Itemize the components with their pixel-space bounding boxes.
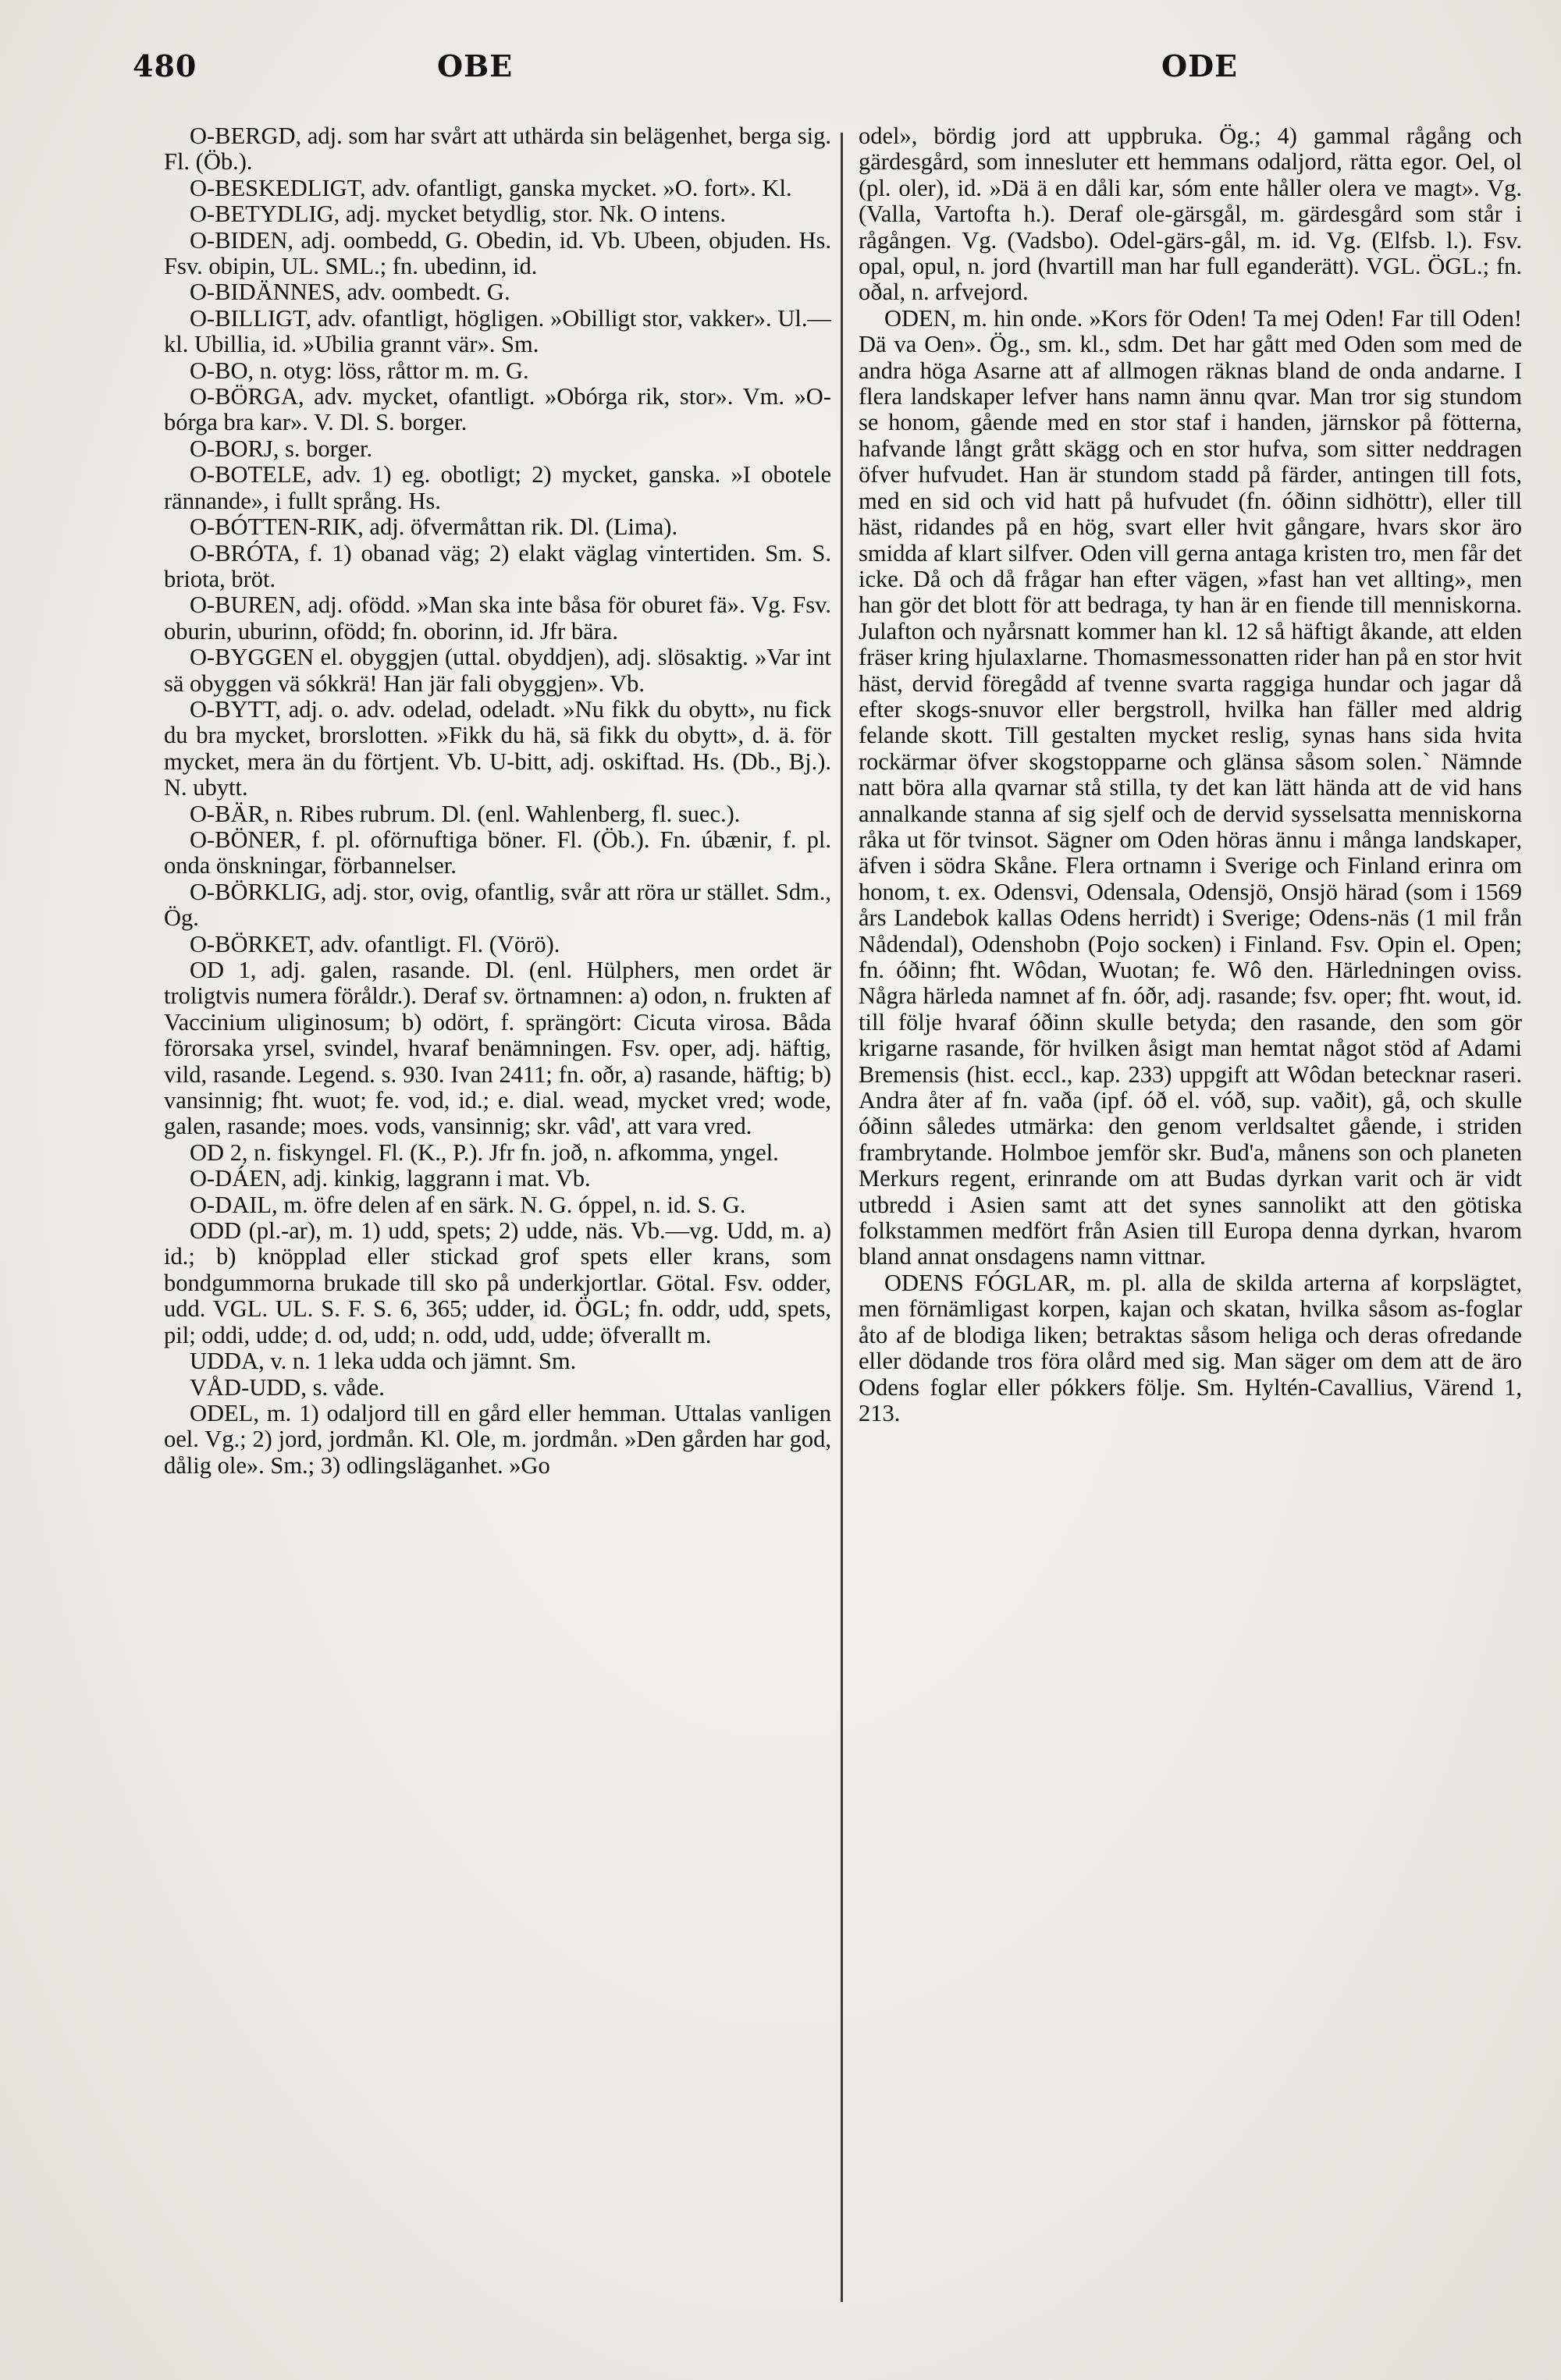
- column-divider: [841, 133, 843, 2302]
- entry-od-2: OD 2, n. fiskyngel. Fl. (K., P.). Jfr fn. joð, n. afkomma, yngel.: [190, 1138, 779, 1166]
- entry-odel: ODEL, m. 1) odaljord till en gård eller hemman. Uttalas vanligen oel. Vg.; 2) jord, jordmån. Kl. Ole, m. jordmån. »Den gården har god, dålig ole». Sm.; 3) odlingsläganhet. »Go: [164, 1399, 831, 1479]
- entry-o-brota: O-BRÓTA, f. 1) obanad väg; 2) elakt väglag vintertiden. Sm. S. briota, bröt.: [164, 539, 831, 592]
- entry-o-bytt: O-BYTT, adj. o. adv. odelad, odeladt. »Nu fikk du obytt», nu fick du bra mycket, brorslotten. »Fikk du hä, sä fikk du obytt», d. ä. för mycket, mera än du förtjent. Vb. U-bitt, adj. oskiftad. Hs. (Db., Bj.). N. ubytt.: [164, 695, 831, 801]
- entry-o-biden: O-BIDEN, adj. oombedd, G. Obedin, id. Vb. Ubeen, objuden. Hs. Fsv. obipin, UL. SML.; fn. ubedinn, id.: [164, 226, 831, 280]
- entry-o-daen: O-DÁEN, adj. kinkig, laggrann i mat. Vb.: [190, 1165, 591, 1192]
- right-guide-word: ODE: [1161, 48, 1239, 83]
- entry-o-betydlig: O-BETYDLIG, adj. mycket betydlig, stor. Nk. O intens.: [190, 201, 726, 228]
- entry-o-borga: O-BÖRGA, adv. mycket, ofantligt. »Obórga rik, stor». Vm. »O-bórga bra kar». V. Dl. S. borger.: [164, 383, 831, 436]
- entry-o-dail: O-DAIL, m. öfre delen af en särk. N. G. óppel, n. id. S. G.: [190, 1191, 746, 1218]
- entry-o-botele: O-BOTELE, adv. 1) eg. obotligt; 2) mycket, ganska. »I obotele rännande», i fullt språng. Hs.: [164, 461, 831, 514]
- entry-oden: ODEN, m. hin onde. »Kors för Oden! Ta mej Oden! Far till Oden! Dä va Oen». Ög., sm. kl., sdm. Det har gått med Oden som med de andra höga Asarne att af allmogen räknas bland de onda andarne. I flera landskaper lefver hans namn ännu qvar. Man tror sig stundom se honom, gående med en stor staf i handen, järnskor på fötterna, hafvande långt grått skägg och en stor hufva, som sitter neddragen öfver hufvudet. Han är stundom stadd på färder, antingen till fots, med en sid och vid hatt på hufvudet (fn. óðinn sidhöttr), eller till häst, ridandes på en hög, svart eller hvit gångare, hvars skor äro smidda af klart silfver. Oden vill gerna antaga kristen tro, men får det icke. Då och då frågar han efter vägen, »fast han vet allting», men han gör det blott för att bedraga, ty han är en fiende till menniskorna. Julafton och nyårsnatt kommer han kl. 12 så häftigt åkande, att elden fräser kring hjulaxlarne. Thomasmessonatten rider han på en stor hvit häst, dervid föregådd af tvenne svarta raggiga hundar och jagar då efter skogs-snuvor eller bergstroll, hvilka han fäller med aldrig felande skott. Till gestalten mycket reslig, synas hans sida hvita rockärmar öfver skogstopparne och glänsa såsom solen.` Nämnde natt böra alla qvarnar stå stilla, ty det kan lätt hända att de vid hans annalkande stanna af sig sjelf och de dervid sysselsatta menniskorna råka ut för tvinsot. Sägner om Oden höras ännu i många landskaper, äfven i södra Skåne. Flera ortnamn i Sverige och Finland erinra om honom, t. ex. Odensvi, Odensala, Odensjö, Onsjö härad (som i 1569 års Landebok kallas Odens herridt) i Sverige; Odens-näs (1 mil från Nådendal), Odenshobn (Pojo socken) i Finland. Fsv. Opin el. Open; fn. óðinn; fht. Wôdan, Wuotan; fe. Wô den. Härledningen oviss. Några härleda namnet af fn. óðr, adj. rasande; fsv. oper; fht. wout, id. till följe hvaraf óðinn skulle betyda; den rasande, den som gör krigarne rasande, för hvilken åsigt man hemtat något stöd af Adami Bremensis (hist. eccl., kap. 233) uppgift att Wôdan betecknar raseri. Andra åter af fn. vaða (ipf. óð el. vóð, sup. vaðit), gå, och skulle óðinn således utmärka: den genom verldsaltet gående, i striden frambrytande. Holmboe jemför skr. Bud'a, månens son och planeten Merkurs regent, erinrande om att Budas dyrkan varit och är vidt utbredd i Asien samt att det synes sannolikt att den götiska folkstammen medfört från Asien till Europa denna dyrkan, hvarom bland annat onsdagens namn vittnar.: [859, 304, 1522, 1270]
- entry-o-bergd: O-BERGD, adj. som har svårt att uthärda sin belägenhet, berga sig. Fl. (Öb.).: [164, 123, 831, 176]
- entry-o-borklig: O-BÖRKLIG, adj. stor, ovig, ofantlig, svår att röra ur stället. Sdm., Ög.: [164, 878, 831, 932]
- entry-o-boner: O-BÖNER, f. pl. oförnuftiga böner. Fl. (Öb.). Fn. úbænir, f. pl. onda önskningar, förbannelser.: [164, 826, 831, 879]
- entry-o-beskedligt: O-BESKEDLIGT, adv. ofantligt, ganska mycket. »O. fort». Kl.: [190, 174, 792, 201]
- entry-vad-udd: VÅD-UDD, s. våde.: [190, 1373, 385, 1401]
- entry-o-byggen: O-BYGGEN el. obyggjen (uttal. obyddjen), adj. slösaktig. »Var int sä obyggen vä sókkrä! Han jär fali obyggjen». Vb.: [164, 644, 831, 697]
- entry-od-1: OD 1, adj. galen, rasande. Dl. (enl. Hülphers, men ordet är troligtvis numera föråldr.). Deraf sv. örtnamnen: a) odon, n. frukten af Vaccinium uliginosum; b) odört, f. sprängört: Cicuta virosa. Båda förorsaka yrsel, svindel, hvaraf benämningen. Fsv. oper, adj. häftig, vild, rasande. Legend. s. 930. Ivan 2411; fn. oðr, a) rasande, häftig; b) vansinnig; fht. wuot; fe. vod, id.; e. dial. wead, mycket vred; wode, galen, rasande; moes. vods, vansinnig; skr. vâd', att vara vred.: [164, 957, 831, 1140]
- entry-odens-foglar: ODENS FÓGLAR, m. pl. alla de skilda arterna af korpslägtet, men förnämligast korpen, kajan och skatan, hvilka såsom as-foglar åto af de blodiga liken; betraktas såsom heliga och deras ofredande eller dödande tros föra olård med sig. Man säger om dem att de äro Odens foglar eller pókkers följe. Sm. Hyltén-Cavallius, Värend 1, 213.: [859, 1269, 1522, 1426]
- right-column: [859, 123, 1522, 1426]
- left-guide-word: OBE: [437, 48, 514, 83]
- entry-o-buren: O-BUREN, adj. ofödd. »Man ska inte båsa för oburet fä». Vg. Fsv. oburin, uburinn, ofödd; fn. oborinn, id. Jfr bära.: [164, 591, 831, 645]
- entry-o-borj: O-BORJ, s. borger.: [190, 435, 373, 462]
- entry-odel-continued: odel», bördig jord att uppbruka. Ög.; 4) gammal rågång och gärdesgård, som innesluter ett hemmans odaljord, rätta egor. Oel, ol (pl. oler), id. »Dä ä en dåli kar, sóm ente håller olera ve magt». Vg. (Valla, Vartofta h.). Deraf ole-gärsgål, m. gärdesgård som står i rågången. Vg. (Vadsbo). Odel-gärs-gål, m. id. Vg. (Elfsb. l.). Fsv. opal, opul, n. jord (hvartill man har full eganderätt). VGL. ÖGL.; fn. oðal, n. arfvejord.: [859, 123, 1522, 306]
- page-number: 480: [133, 48, 197, 83]
- entry-o-borket: O-BÖRKET, adv. ofantligt. Fl. (Vörö).: [190, 930, 560, 957]
- entry-o-bo: O-BO, n. otyg: löss, råttor m. m. G.: [190, 357, 529, 384]
- entry-odd: ODD (pl.-ar), m. 1) udd, spets; 2) udde, näs. Vb.—vg. Udd, m. a) id.; b) knöpplad eller stickad grof spets eller krans, som bondgummorna brukade till sko på underkjortlar. Götal. Fsv. odder, udd. VGL. UL. S. F. S. 6, 365; udder, id. ÖGL; fn. oddr, udd, spets, pil; oddi, udde; d. od, udd; n. odd, udd, udde; öfverallt m.: [164, 1217, 831, 1348]
- entry-o-botten-rik: O-BÓTTEN-RIK, adj. öfvermåttan rik. Dl. (Lima).: [190, 513, 678, 541]
- entry-udda: UDDA, v. n. 1 leka udda och jämnt. Sm.: [190, 1348, 577, 1375]
- page-header: [0, 48, 1561, 95]
- entry-o-bidannes: O-BIDÄNNES, adv. oombedt. G.: [190, 279, 510, 306]
- entry-o-bar: O-BÄR, n. Ribes rubrum. Dl. (enl. Wahlenberg, fl. suec.).: [190, 800, 741, 827]
- left-column: [164, 123, 831, 1479]
- entry-o-billigt: O-BILLIGT, adv. ofantligt, högligen. »Obilligt stor, vakker». Ul.—kl. Ubillia, id. »Ubilia grannt vär». Sm.: [164, 304, 831, 358]
